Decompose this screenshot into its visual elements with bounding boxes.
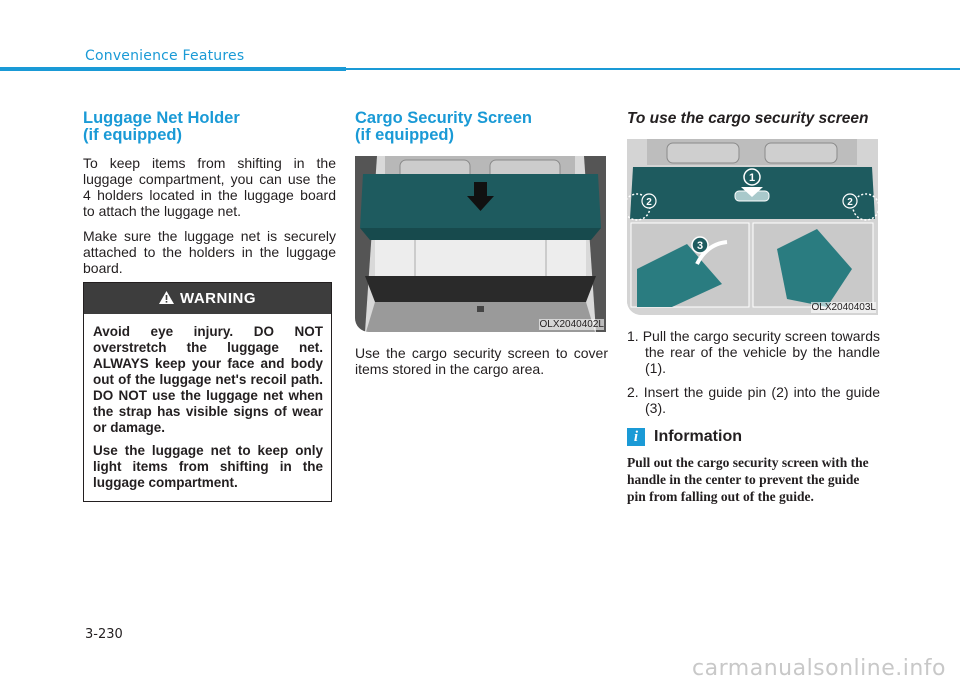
cargo-area-illustration <box>355 156 606 332</box>
procedure-title: To use the cargo security screen <box>627 110 869 127</box>
luggage-net-title <box>83 110 336 144</box>
information-icon: i <box>627 428 645 446</box>
header-rule-thin <box>346 68 960 70</box>
warning-body <box>84 314 331 491</box>
warning-triangle-icon <box>159 291 174 307</box>
callout-2-right: 2 <box>847 197 853 208</box>
procedure-step-1: 1. Pull the cargo security screen towards the rear of the vehicle by the handle (1). <box>627 328 880 376</box>
information-body: Pull out the cargo security screen with the handle in the center to prevent the guide pin from falling out of the guide. <box>627 455 869 504</box>
cargo-screen-figure <box>355 156 606 332</box>
procedure-steps <box>627 328 880 416</box>
header-rule-thick <box>0 67 346 71</box>
cargo-screen-column <box>355 110 608 155</box>
procedure-figure <box>627 139 878 315</box>
information-title: Information <box>654 428 742 445</box>
procedure-column-title <box>627 110 880 139</box>
warning-paragraph-2: Use the luggage net to keep only light items from shifting in the luggage compartment. <box>93 443 323 490</box>
callout-1: 1 <box>748 172 756 184</box>
callout-2-left: 2 <box>646 197 652 208</box>
cargo-screen-title <box>355 110 608 144</box>
section-header-title: Convenience Features <box>85 48 245 64</box>
callout-3: 3 <box>696 240 704 252</box>
warning-label: WARNING <box>180 290 256 307</box>
luggage-net-title-line2: (if equipped) <box>83 126 182 144</box>
information-header <box>627 428 880 446</box>
figure-code-2: OLX2040403L <box>811 302 876 313</box>
warning-box <box>83 282 332 502</box>
cargo-screen-title-line1: Cargo Security Screen <box>355 109 532 127</box>
cargo-screen-title-line2: (if equipped) <box>355 126 454 144</box>
luggage-net-column <box>83 110 336 285</box>
watermark: carmanualsonline.info <box>692 656 946 681</box>
luggage-net-paragraph-1: To keep items from shifting in the luggage compartment, you can use the 4 holders located in the luggage board to attach the luggage net. <box>83 155 336 219</box>
guide-pin-illustration <box>627 139 878 315</box>
luggage-net-paragraph-2: Make sure the luggage net is securely attached to the holders in the luggage board. <box>83 228 336 276</box>
luggage-net-title-line1: Luggage Net Holder <box>83 109 240 127</box>
figure-code-1: OLX2040402L <box>539 319 604 330</box>
warning-paragraph-1: Avoid eye injury. DO NOT overstretch the luggage net. ALWAYS keep your face and body out of the luggage net's recoil path. DO NOT use the luggage net when the strap has visible signs of wear or damage. <box>93 324 323 435</box>
cargo-screen-description <box>355 345 608 386</box>
warning-header <box>84 283 331 314</box>
procedure-step-2: 2. Insert the guide pin (2) into the guide (3). <box>627 384 880 416</box>
page-number: 3-230 <box>85 627 123 642</box>
procedure-column-body <box>627 328 880 505</box>
cargo-screen-paragraph-1: Use the cargo security screen to cover items stored in the cargo area. <box>355 345 608 377</box>
